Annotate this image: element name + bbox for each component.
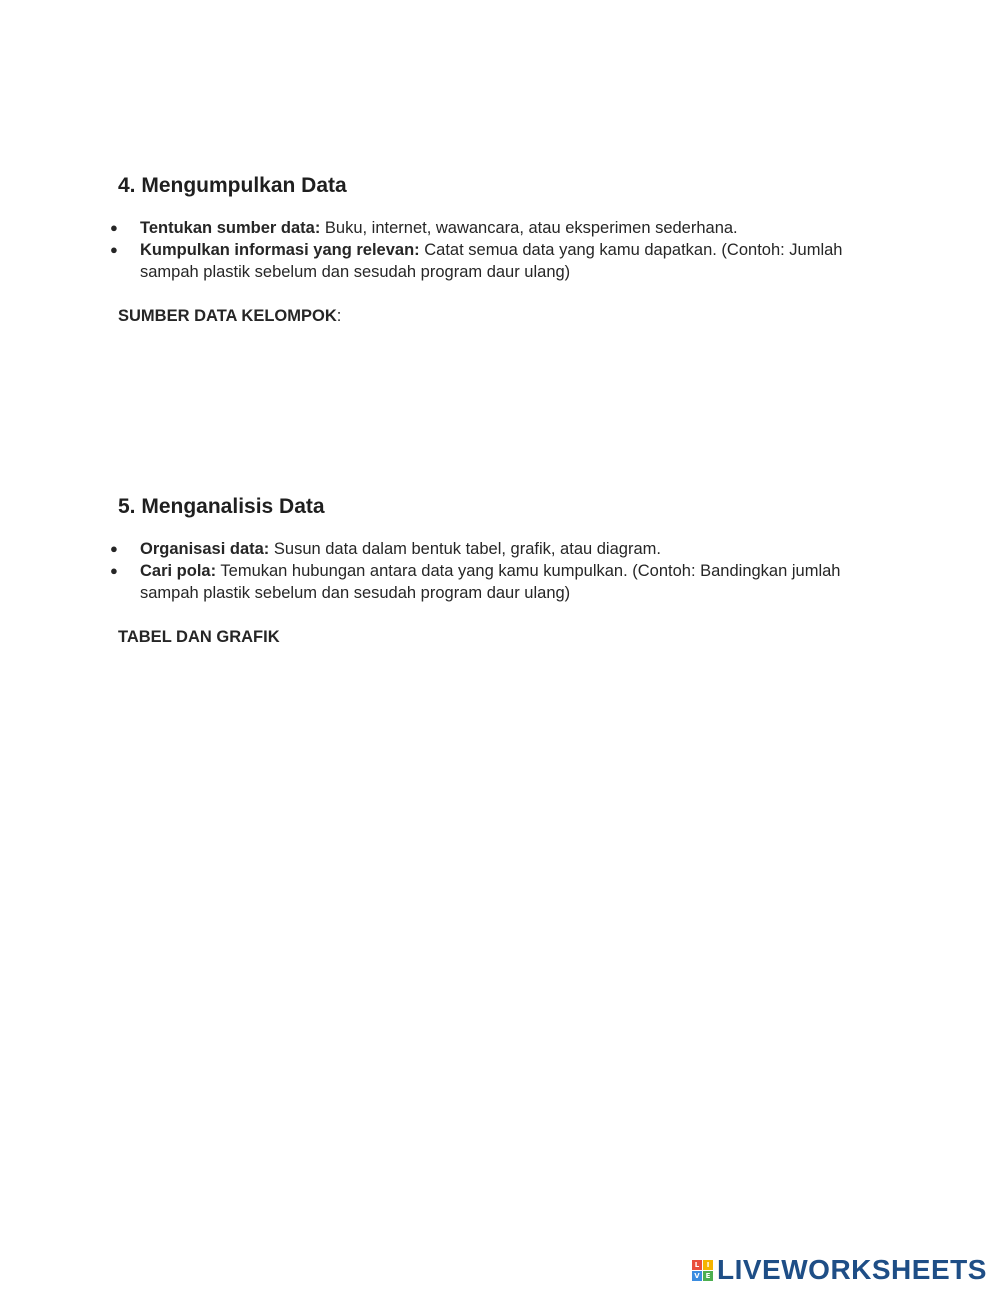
- bullet-text: Catat semua data yang kamu dapatkan. (Contoh: Jumlah sampah plastik sebelum dan sesudah program daur ulang): [140, 241, 843, 281]
- bullet-dot-icon: ●: [110, 220, 118, 235]
- liveworksheets-logo: [692, 1256, 987, 1284]
- section-4-bullet-list: [110, 217, 878, 283]
- section-4-bullet-item-collect: [110, 239, 878, 283]
- section-5-bullet-item-organize: [110, 538, 878, 560]
- logo-cell: I: [703, 1260, 713, 1270]
- logo-text: LIVEWORKSHEETS: [717, 1254, 987, 1285]
- bullet-dot-icon: ●: [110, 563, 118, 578]
- section-4-title: 4. Mengumpulkan Data: [118, 174, 347, 197]
- section-5-title: 5. Menganalisis Data: [118, 495, 325, 518]
- field-label-text: SUMBER DATA KELOMPOK: [118, 307, 337, 325]
- bullet-term: Organisasi data:: [140, 540, 270, 558]
- section-mengumpulkan-data: [110, 172, 878, 327]
- logo-cell: V: [692, 1271, 702, 1281]
- logo-cell: E: [703, 1271, 713, 1281]
- section-menganalisis-data: [110, 493, 878, 648]
- field-label-text: TABEL DAN GRAFIK: [118, 628, 280, 646]
- bullet-term: Kumpulkan informasi yang relevan:: [140, 241, 420, 259]
- tabel-dan-grafik-label: [118, 626, 878, 648]
- sumber-data-kelompok-label: [118, 305, 878, 327]
- bullet-text: Temukan hubungan antara data yang kamu kumpulkan. (Contoh: Bandingkan jumlah sampah plastik sebelum dan sesudah program daur ulang): [140, 562, 841, 602]
- bullet-dot-icon: ●: [110, 242, 118, 257]
- bullet-text: Susun data dalam bentuk tabel, grafik, atau diagram.: [269, 540, 661, 558]
- field-label-suffix: :: [336, 307, 342, 325]
- logo-mark-icon: [692, 1260, 713, 1281]
- bullet-term: Tentukan sumber data:: [140, 219, 321, 237]
- section-5-bullet-item-pattern: [110, 560, 878, 604]
- section-5-bullet-list: [110, 538, 878, 604]
- bullet-term: Cari pola:: [140, 562, 217, 580]
- section-4-bullet-item-sources: [110, 217, 878, 239]
- bullet-text: Buku, internet, wawancara, atau eksperimen sederhana.: [320, 219, 738, 237]
- logo-cell: L: [692, 1260, 702, 1270]
- bullet-dot-icon: ●: [110, 541, 118, 556]
